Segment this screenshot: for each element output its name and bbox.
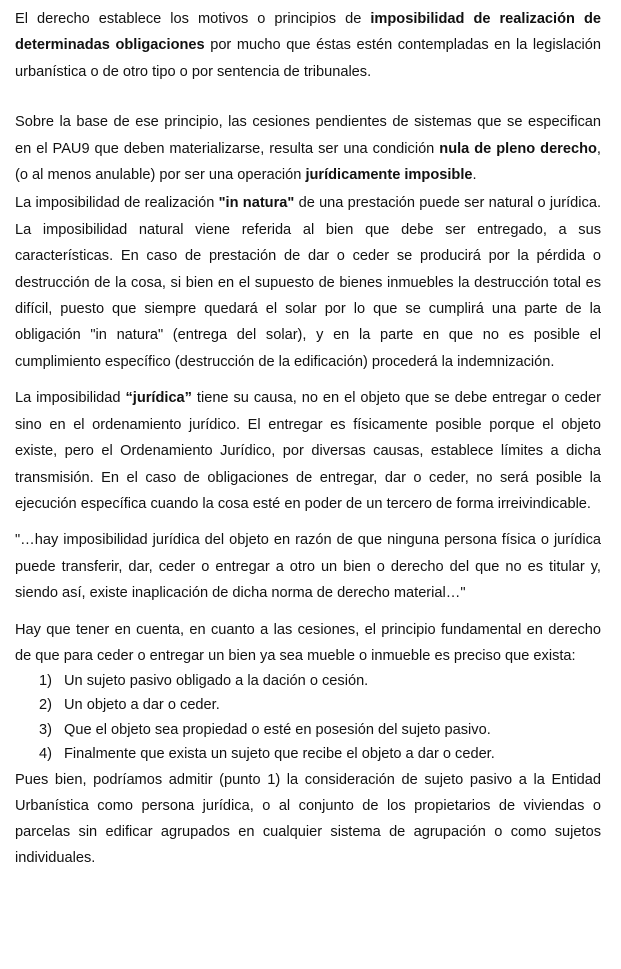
paragraph-pau9 [15, 109, 601, 188]
list-item-number: 3) [39, 721, 52, 738]
list-item-text: Un objeto a dar o ceder. [64, 697, 220, 714]
p3-bold-in-natura: "in natura" [218, 195, 295, 212]
p2-bold-impossible: jurídicamente imposible [305, 167, 473, 184]
requirements-list [15, 669, 601, 767]
paragraph-conclusion: Pues bien, podríamos admitir (punto 1) la consideración de sujeto pasivo a la Entidad Urbanística como persona jurídica, o al conjunto de los propietarios de viviendas o parcelas sin edificar agrupados en cualquier sistema de agrupación o como sujetos individuales. [15, 771, 601, 866]
list-item [15, 693, 601, 718]
p2-bold-null: nula de pleno derecho [439, 140, 597, 157]
p3-text-c: de una prestación puede ser natural o jurídica. La imposibilidad natural viene referida al bien que debe ser entregado, a sus características. En caso de prestación de dar o ceder se producirá por la pérdida o destrucción de la cosa, si bien en el supuesto de bienes inmuebles la destrucción total es difícil, puesto que siempre quedará el solar por lo que se cumplirá una parte de la obligación "in natura" (entrega del solar), y en la parte en que no es posible el cumplimiento específico (destrucción de la edificación) procederá la indemnización. [15, 195, 602, 370]
p1-text-c: por mucho que éstas estén contempladas en la legislación urbanística o de otro tipo o por sentencia de tribunales. [15, 37, 602, 80]
paragraph-in-natura [15, 190, 601, 375]
list-item-text: Que el objeto sea propiedad o esté en posesión del sujeto pasivo. [64, 721, 491, 738]
p4-bold-juridica: “jurídica” [125, 390, 192, 407]
list-item-text: Finalmente que exista un sujeto que recibe el objeto a dar o ceder. [64, 746, 495, 763]
paragraph-quote: "…hay imposibilidad jurídica del objeto en razón de que ninguna persona física o jurídica puede transferir, dar, ceder o entregar a otro un bien o derecho del que no es titular y, siendo así, existe inaplicación de dicha norma de derecho material…" [15, 532, 601, 602]
p4-text-a: La imposibilidad [15, 390, 126, 407]
p1-bold-impossibility: imposibilidad de realización de determinadas obligaciones [15, 11, 601, 54]
list-item [15, 669, 601, 694]
paragraph-requirements-intro: Hay que tener en cuenta, en cuanto a las cesiones, el principio fundamental en derecho de que para ceder o entregar un bien ya sea mueble o inmueble es preciso que exista: [15, 621, 601, 664]
p2-text-c: , (o al menos anulable) por ser una operación [15, 140, 601, 184]
p2-text-a: Sobre la base de ese principio, las cesiones pendientes de sistemas que se especifican en el PAU9 que deben materializarse, resulta ser una condición [15, 114, 601, 157]
paragraph-principles [15, 6, 601, 85]
p4-text-c: tiene su causa, no en el objeto que se debe entregar o ceder sino en el ordenamiento jurídico. El entregar es físicamente posible porque el objeto existe, pero el Ordenamiento Jurídico, por diversas causas, establece límites a dicha transmisión. En el caso de obligaciones de entregar, dar o ceder, no será posible la ejecución específica cuando la cosa esté en poder de un tercero de forma irreivindicable. [15, 390, 601, 512]
list-item-number: 4) [39, 746, 52, 763]
list-item [15, 742, 601, 767]
p2-text-e: . [472, 167, 477, 184]
p3-text-a: La imposibilidad de realización [15, 195, 219, 212]
p1-text-a: El derecho establece los motivos o principios de [15, 11, 371, 27]
paragraph-juridica [15, 385, 601, 517]
list-item-number: 2) [39, 697, 52, 714]
list-item-number: 1) [39, 672, 52, 689]
list-item-text: Un sujeto pasivo obligado a la dación o cesión. [64, 672, 369, 689]
list-item [15, 718, 601, 743]
